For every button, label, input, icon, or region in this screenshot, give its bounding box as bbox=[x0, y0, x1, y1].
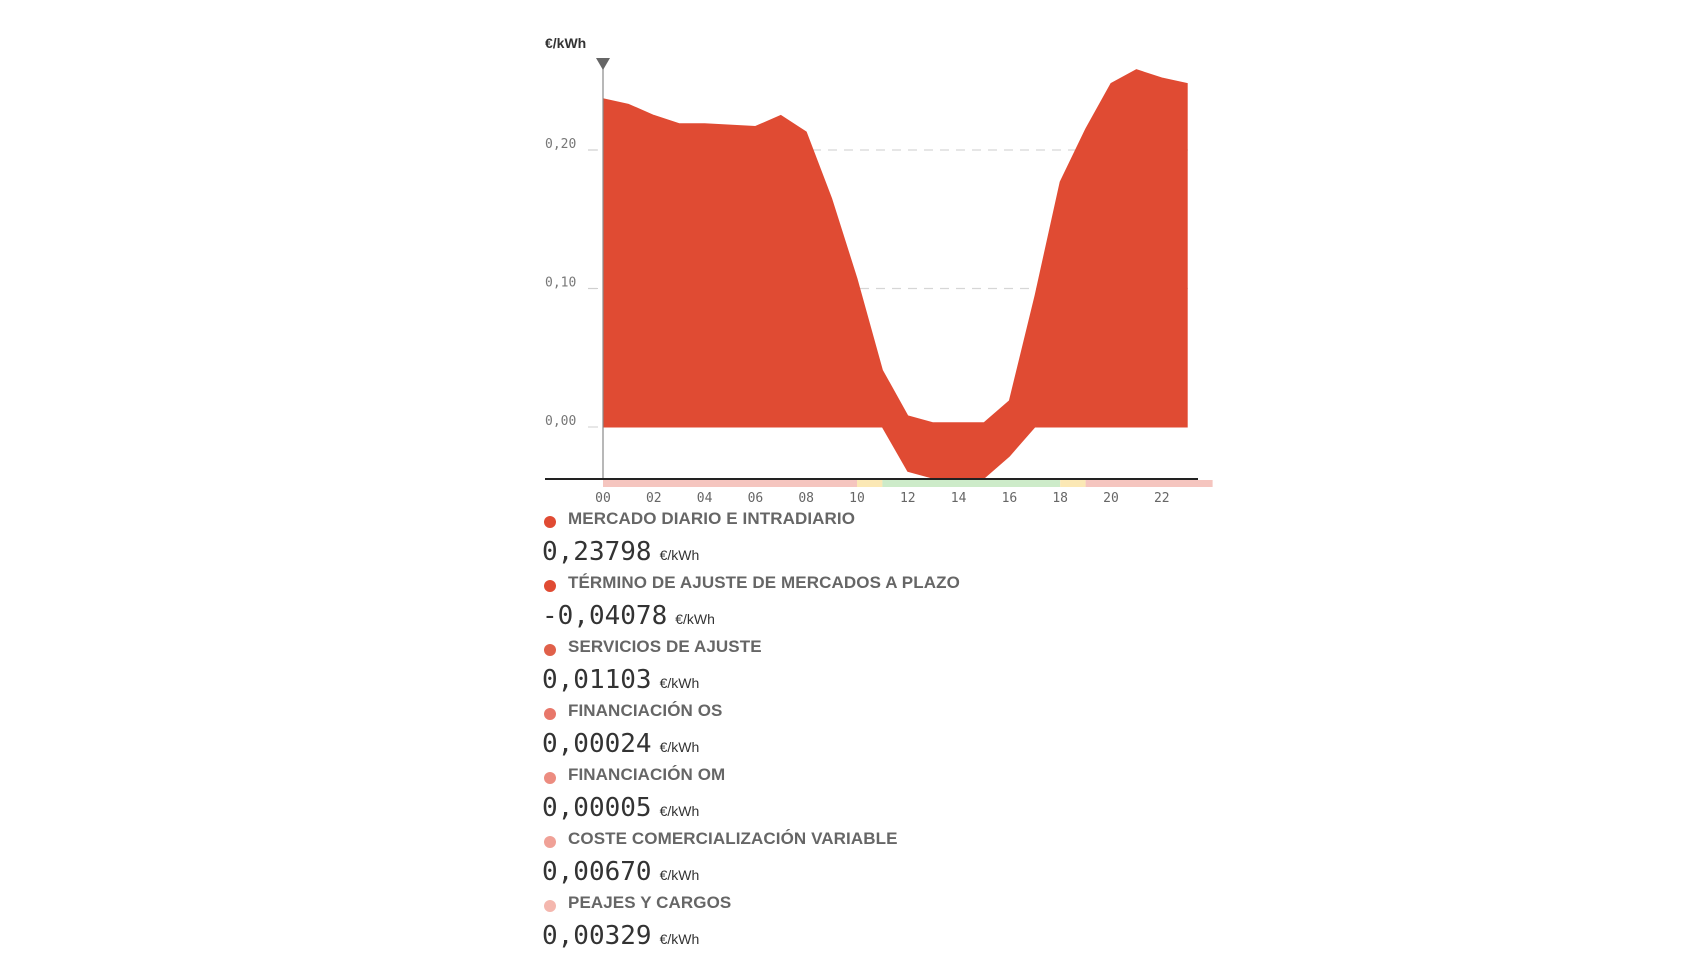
legend-value: 0,01103 bbox=[542, 665, 652, 695]
legend-label: PEAJES Y CARGOS bbox=[568, 893, 732, 912]
period-band bbox=[603, 480, 857, 487]
y-tick-label: 0,20 bbox=[545, 137, 577, 152]
legend-dot-icon bbox=[544, 580, 556, 592]
y-tick-label: 0,10 bbox=[545, 275, 577, 291]
period-band bbox=[1086, 480, 1213, 487]
legend-label: TÉRMINO DE AJUSTE DE MERCADOS A PLAZO bbox=[568, 573, 960, 592]
x-tick-label: 04 bbox=[696, 491, 713, 506]
legend-label: FINANCIACIÓN OS bbox=[568, 701, 723, 720]
legend-dot-icon bbox=[544, 644, 556, 656]
legend-unit: €/kWh bbox=[659, 931, 700, 947]
legend-item-mercado-diario[interactable] bbox=[540, 507, 1140, 571]
x-tick-label: 12 bbox=[899, 491, 916, 506]
x-tick-label: 18 bbox=[1052, 491, 1069, 506]
legend-value: -0,04078 bbox=[542, 601, 668, 631]
legend-value: 0,23798 bbox=[542, 537, 652, 567]
legend-label: SERVICIOS DE AJUSTE bbox=[568, 637, 762, 656]
legend-unit: €/kWh bbox=[659, 739, 700, 755]
x-tick-label: 08 bbox=[798, 491, 815, 506]
x-tick-label: 06 bbox=[747, 491, 764, 506]
legend-unit: €/kWh bbox=[659, 675, 700, 691]
x-tick-label: 10 bbox=[849, 491, 865, 506]
legend-unit: €/kWh bbox=[659, 867, 700, 883]
legend-item-ajuste-mercados-plazo[interactable] bbox=[540, 571, 1140, 635]
x-tick-label: 16 bbox=[1001, 491, 1018, 506]
legend-unit: €/kWh bbox=[675, 611, 715, 627]
legend-dot-icon bbox=[544, 516, 556, 528]
x-tick-label: 14 bbox=[950, 491, 967, 506]
y-axis-marker-icon bbox=[596, 58, 610, 70]
legend-value: 0,00670 bbox=[542, 857, 652, 887]
y-axis-label: €/kWh bbox=[545, 35, 587, 51]
legend-unit: €/kWh bbox=[659, 803, 700, 819]
legend bbox=[540, 507, 1140, 955]
legend-value: 0,00329 bbox=[542, 921, 652, 951]
legend-item-peajes-cargos[interactable] bbox=[540, 891, 1140, 955]
series-area-1 bbox=[603, 427, 1187, 478]
legend-dot-icon bbox=[544, 708, 556, 720]
legend-dot-icon bbox=[544, 836, 556, 848]
legend-value: 0,00005 bbox=[542, 793, 652, 823]
legend-item-financiacion-os[interactable] bbox=[540, 699, 1140, 763]
period-band bbox=[857, 480, 882, 487]
legend-dot-icon bbox=[544, 900, 556, 912]
legend-dot-icon bbox=[544, 772, 556, 784]
legend-item-servicios-ajuste[interactable] bbox=[540, 635, 1140, 699]
period-band bbox=[882, 480, 1060, 487]
x-tick-label: 22 bbox=[1153, 491, 1170, 506]
x-tick-label: 02 bbox=[645, 491, 662, 506]
legend-item-financiacion-om[interactable] bbox=[540, 763, 1140, 827]
series-area-0 bbox=[603, 70, 1187, 427]
legend-label: FINANCIACIÓN OM bbox=[568, 765, 726, 784]
legend-unit: €/kWh bbox=[659, 547, 700, 563]
legend-item-coste-comercializacion[interactable] bbox=[540, 827, 1140, 891]
x-tick-label: 00 bbox=[595, 491, 611, 506]
legend-label: COSTE COMERCIALIZACIÓN VARIABLE bbox=[568, 829, 898, 848]
y-tick-label: 0,00 bbox=[545, 414, 577, 429]
legend-value: 0,00024 bbox=[542, 729, 652, 759]
legend-label: MERCADO DIARIO E INTRADIARIO bbox=[568, 509, 856, 528]
period-band bbox=[1060, 480, 1085, 487]
x-tick-label: 20 bbox=[1103, 491, 1119, 506]
